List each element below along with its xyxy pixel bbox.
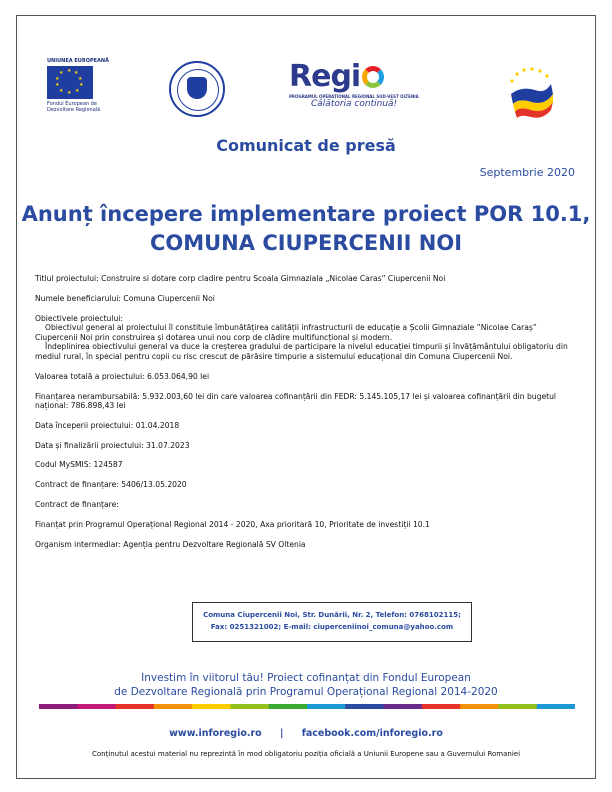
press-label: Comunicat de presă	[216, 136, 396, 155]
romanian-government-seal-icon	[169, 61, 225, 117]
objective-detail: Îndeplinirea obiectivului general va duce la creșterea gradului de participare la nivelul educației timpurii și învățământului obligatoriu din mediul rural, în special pentru copii cu risc crescut de părăsire timpurie a sistemului educațional din Comuna Ciupercenii Noi.	[35, 342, 568, 361]
contact-address: Comuna Ciupercenii Noi, Str. Dunării, Nr. 2, Telefon: 0768102115;	[203, 611, 461, 619]
stripe-segment	[154, 704, 193, 709]
investment-message	[17, 671, 595, 699]
objectives-label: Obiectivele proiectului:	[35, 313, 123, 323]
regio-logo	[289, 59, 419, 109]
contact-fax-email: Fax: 0251321002; E-mail: ciupercenii​noi_comuna@yahoo.com	[210, 623, 454, 631]
financing-contract-2: Contract de finanțare:	[35, 500, 119, 509]
financing-contract: Contract de finanțare: 5406/13.05.2020	[35, 480, 187, 490]
stripe-segment	[269, 704, 308, 709]
headline	[17, 200, 595, 258]
press-release-page	[16, 15, 596, 779]
project-title: Titlul proiectului: Construire si dotare corp cladire pentru Scoala Gimnaziala „Nicolae Caras” Ciupercenii Noi	[35, 274, 446, 283]
nonrefundable-financing: Finanțarea nerambursabilă: 5.932.003,60 lei din care valoarea cofinanțării din FEDR: 5.145.105,17 lei și valoarea cofinanțării din bugetul național: 786.898,43 lei	[35, 391, 557, 411]
financing-program: Finanțat prin Programul Operațional Regional 2014 - 2020, Axa prioritară 10, Prioritate de investiții 10.1	[35, 519, 430, 529]
investment-line-2: de Dezvoltare Regională prin Programul Operațional Regional 2014-2020	[114, 686, 498, 698]
headline-line-2: COMUNA CIUPERCENII NOI	[149, 231, 463, 255]
stripe-segment	[384, 704, 423, 709]
stripe-segment	[192, 704, 231, 709]
eu-logo	[47, 58, 117, 113]
logo-bar	[17, 44, 595, 119]
eu-caption: UNIUNEA EUROPEANĂ	[47, 58, 109, 64]
end-date: Data și finalizării proiectului: 31.07.2023	[35, 440, 190, 450]
disclaimer: Conținutul acestui material nu reprezintă în mod obligatoriu poziția oficială a Uniunii Europene sau a Guvernului Romaniei	[91, 750, 521, 758]
objectives	[35, 314, 580, 362]
stripe-segment	[116, 704, 155, 709]
investment-line-1: Investim în viitorul tău! Proiect cofinanțat din Fondul European	[141, 672, 471, 684]
regio-tagline: Călătoria continuă!	[311, 99, 398, 109]
stripe-segment	[307, 704, 346, 709]
headline-line-1: Anunț începere implementare proiect POR 10.1,	[21, 202, 591, 226]
beneficiary: Numele beneficiarului: Comuna Ciupercenii Noi	[35, 293, 215, 303]
stripe-segment	[39, 704, 78, 709]
eu-flag-icon: ★ ★ ★ ★ ★ ★ ★ ★ ★ ★	[47, 66, 93, 99]
regio-wordmark: Regi	[289, 59, 361, 94]
contact-box	[192, 602, 472, 642]
footer-links	[17, 728, 595, 739]
stripe-segment	[460, 704, 499, 709]
stripe-segment	[230, 704, 269, 709]
mysmis-code: Codul MySMIS: 124587	[35, 460, 123, 470]
facebook-link[interactable]: facebook.com/inforegio.ro	[301, 728, 443, 739]
total-value: Valoarea totală a proiectului: 6.053.064,90 lei	[35, 371, 210, 381]
eu-fund-label: Fondul European de Dezvoltare Regională	[47, 101, 101, 113]
romania-presidency-logo-icon	[501, 64, 559, 122]
regio-program: PROGRAMUL OPERAȚIONAL REGIONAL	[289, 94, 375, 99]
project-details	[35, 274, 580, 559]
objective-general: Obiectivul general al proiectului îl constituie îmbunătățirea calității infrastructurii de educație a Școlii Gimnaziale ”Nicolae Caraș” Ciupercenii Noi prin construirea și dotarea unui nou corp de clădire multifuncțional și modern.	[35, 323, 537, 342]
color-stripe	[39, 704, 575, 709]
website-link[interactable]: www.inforegio.ro	[169, 728, 262, 739]
regio-ring-icon	[362, 66, 384, 88]
regio-region: SUD-VEST OLTENIA	[376, 94, 419, 99]
stripe-segment	[537, 704, 575, 709]
release-date: Septembrie 2020	[479, 166, 575, 179]
stripe-segment	[77, 704, 116, 709]
start-date: Data începerii proiectului: 01.04.2018	[35, 420, 180, 430]
stripe-segment	[345, 704, 384, 709]
stripe-segment	[498, 704, 537, 709]
stripe-segment	[422, 704, 461, 709]
intermediary-body: Organism intermediar: Agenția pentru Dezvoltare Regională SV Oltenia	[35, 539, 306, 549]
link-separator: |	[279, 728, 284, 739]
